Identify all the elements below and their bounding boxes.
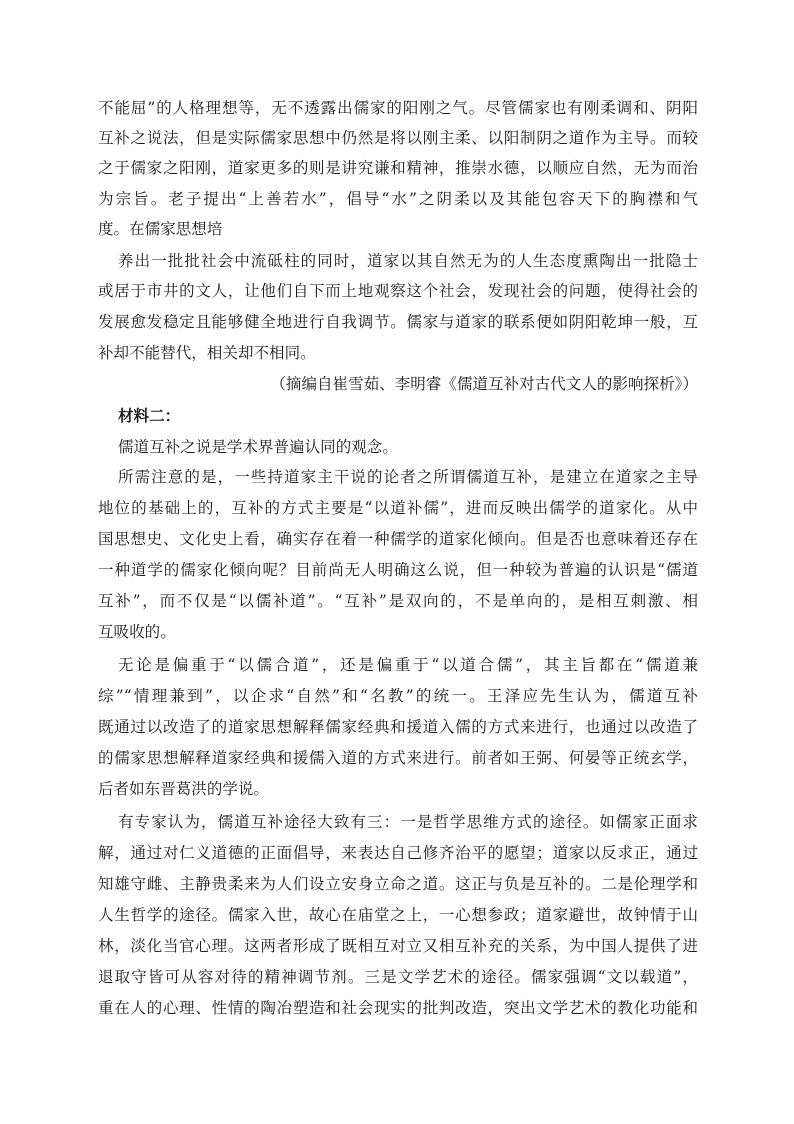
text-line: 不能屈”的人格理想等，无不透露出儒家的阳刚之气。尽管儒家也有刚柔调和、阴阳 [98, 99, 698, 117]
text-line: 一种道学的儒家化倾向呢？目前尚无人明确这么说，但一种较为普遍的认识是“儒道 [98, 561, 698, 579]
text-line: 补却不能替代，相关却不相同。 [98, 344, 316, 362]
text-line: 无论是偏重于“以儒合道”，还是偏重于“以道合儒”，其主旨都在“儒道兼 [118, 656, 698, 674]
text-line: 度。在儒家思想培 [98, 220, 223, 238]
text-line: 的儒家思想解释道家经典和援儒入道的方式来进行。前者如王弼、何晏等正统玄学， [98, 749, 698, 767]
text-line: 地位的基础上的，互补的方式主要是“以道补儒”，进而反映出儒学的道家化。从中 [98, 499, 698, 517]
text-line: 或居于市井的文人，让他们自下而上地观察这个社会，发现社会的问题，使得社会的 [98, 282, 698, 300]
text-line: 互补之说法，但是实际儒家思想中仍然是将以刚主柔、以阳制阴之道作为主导。而较 [98, 129, 698, 147]
text-line: 之于儒家之阳刚，道家更多的则是讲究谦和精神，推崇水德，以顺应自然，无为而治 [98, 159, 698, 177]
text-line: 有专家认为，儒道互补途径大致有三：一是哲学思维方式的途径。如儒家正面求 [118, 813, 698, 831]
section-heading: 材料二： [118, 406, 181, 425]
text-line: 综”“情理兼到”，以企求“自然”和“名教”的统一。王泽应先生认为，儒道互补 [98, 687, 698, 705]
text-line: 发展愈发稳定且能够健全地进行自我调节。儒家与道家的联系便如阴阳乾坤一般，互 [98, 313, 698, 331]
text-line: 国思想史、文化史上看，确实存在着一种儒学的道家化倾向。但是否也意味着还存在 [98, 530, 698, 548]
text-line: 林，淡化当官心理。这两者形成了既相互对立又相互补充的关系，为中国人提供了进 [98, 937, 698, 955]
text-line: 互补”，而不仅是“以儒补道”。“互补”是双向的，不是单向的，是相互刺激、相 [98, 592, 698, 610]
text-line: 后者如东晋葛洪的学说。 [98, 780, 270, 798]
text-line: 互吸收的。 [98, 623, 176, 641]
text-line: 人生哲学的途径。儒家入世，故心在庙堂之上，一心想参政；道家避世，故钟情于山 [98, 906, 698, 924]
text-line: 解，通过对仁义道德的正面倡导，来表达自己修齐治平的愿望；道家以反求正，通过 [98, 844, 698, 862]
source-citation: （摘编自崔雪茹、李明睿《儒道互补对古代文人的影响探析》） [270, 375, 698, 393]
text-line: 养出一批批社会中流砥柱的同时，道家以其自然无为的人生态度熏陶出一批隐士 [118, 252, 698, 270]
text-line: 知雄守雌、主静贵柔来为人们设立安身立命之道。这正与负是互补的。二是伦理学和 [98, 875, 698, 893]
text-line: 儒道互补之说是学术界普遍认同的观念。 [118, 438, 398, 456]
text-line: 所需注意的是，一些持道家主干说的论者之所谓儒道互补，是建立在道家之主导 [118, 468, 698, 486]
text-line: 既通过以改造了的道家思想解释儒家经典和援道入儒的方式来进行，也通过以改造了 [98, 718, 698, 736]
text-line: 重在人的心理、性情的陶冶塑造和社会现实的批判改造，突出文学艺术的教化功能和 [98, 999, 698, 1017]
text-line: 退取守皆可从容对待的精神调节剂。三是文学艺术的途径。儒家强调“文以载道”， [98, 968, 698, 986]
text-line: 为宗旨。老子提出“上善若水”，倡导“水”之阴柔以及其能包容天下的胸襟和气 [98, 190, 698, 208]
